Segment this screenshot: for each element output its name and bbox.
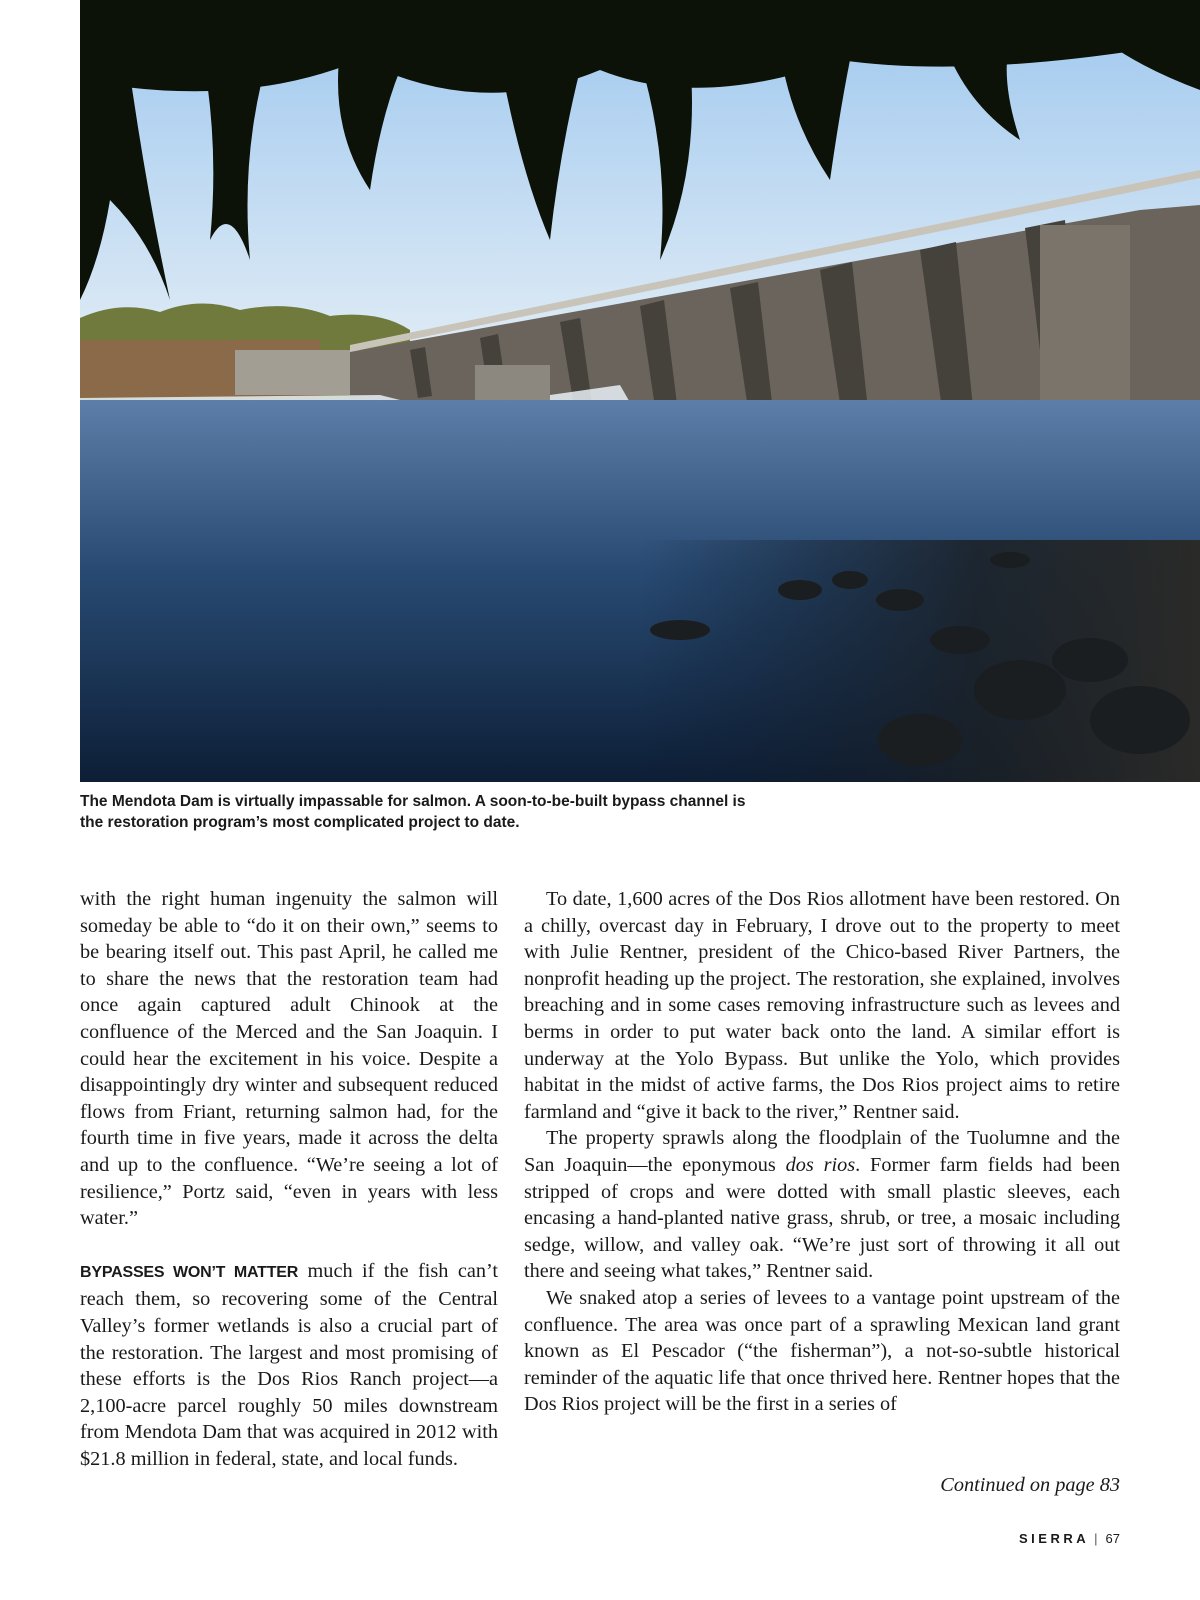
emphasis: dos rios xyxy=(785,1153,856,1176)
paragraph-text: much if the fish can’t reach them, so recovering some of the Central Valley’s former wetlands is also a crucial part of the restoration. The largest and most promising of these efforts is the Dos Rios Ranch project—a 2,100-acre parcel roughly 50 miles downstream from Mendota Dam that was acquired in 2012 with $21.8 million in federal, state, and local funds. xyxy=(80,1259,498,1470)
article-column-right xyxy=(524,886,1120,1418)
continued-note: Continued on page 83 xyxy=(940,1474,1120,1496)
article-column-left xyxy=(80,886,498,1472)
paragraph: We snaked atop a series of levees to a vantage point upstream of the confluence. The area was once part of a sprawling Mexican land grant known as El Pescador (“the fisherman”), a not-so-subtle historical reminder of the aquatic life that once thrived here. Rentner hopes that the Dos Rios project will be the first in a series of xyxy=(524,1286,1120,1416)
photo-caption: The Mendota Dam is virtually impassable for salmon. A soon-to-be-built bypass channel is the restoration program’s most complicated project to date. xyxy=(80,793,746,831)
dam-photo xyxy=(80,0,1200,782)
paragraph-text: . Former farm fields had been stripped of crops and were dotted with small plastic sleeves, each encasing a hand-planted native grass, shrub, or tree, a mosaic including sedge, willow, and valley oak. “We’re just sort of throwing it all out there and seeing what takes,” Rentner said. xyxy=(524,1153,1120,1283)
footer-separator: | xyxy=(1094,1531,1098,1546)
paragraph xyxy=(524,1125,1120,1285)
paragraph xyxy=(80,1258,498,1473)
magazine-name: SIERRA xyxy=(1019,1531,1090,1546)
paragraph: with the right human ingenuity the salmon will someday be able to “do it on their own,” seems to be bearing itself out. This past April, he called me to share the news that the restoration team had once again captured adult Chinook at the confluence of the Merced and the San Joaquin. I could hear the excitement in his voice. Despite a disappointingly dry winter and subsequent reduced flows from Friant, returning salmon had, for the fourth time in five years, made it across the delta and up to the confluence. “We’re seeing a lot of resilience,” Portz said, “even in years with less water.” xyxy=(80,888,498,1230)
river-water xyxy=(80,400,1200,782)
section-run-in: BYPASSES WON’T MATTER xyxy=(80,1263,299,1281)
paragraph: To date, 1,600 acres of the Dos Rios allotment have been restored. On a chilly, overcast day in February, I drove out to the property to meet with Julie Rentner, president of the Chico-based River Partners, the nonprofit heading up the project. The restoration, she explained, involves breaching and in some cases removing infrastructure such as levees and berms in order to put water back onto the land. A similar effort is underway at the Yolo Bypass. But unlike the Yolo, which provides habitat in the midst of active farms, the Dos Rios project aims to retire farmland and “give it back to the river,” Rentner said. xyxy=(524,888,1120,1123)
page-number: 67 xyxy=(1105,1531,1120,1546)
paragraph-text: The property sprawls along the floodplain of the Tuolumne and the San Joaquin—the eponymous xyxy=(524,1127,1120,1176)
page-footer xyxy=(1019,1530,1120,1548)
